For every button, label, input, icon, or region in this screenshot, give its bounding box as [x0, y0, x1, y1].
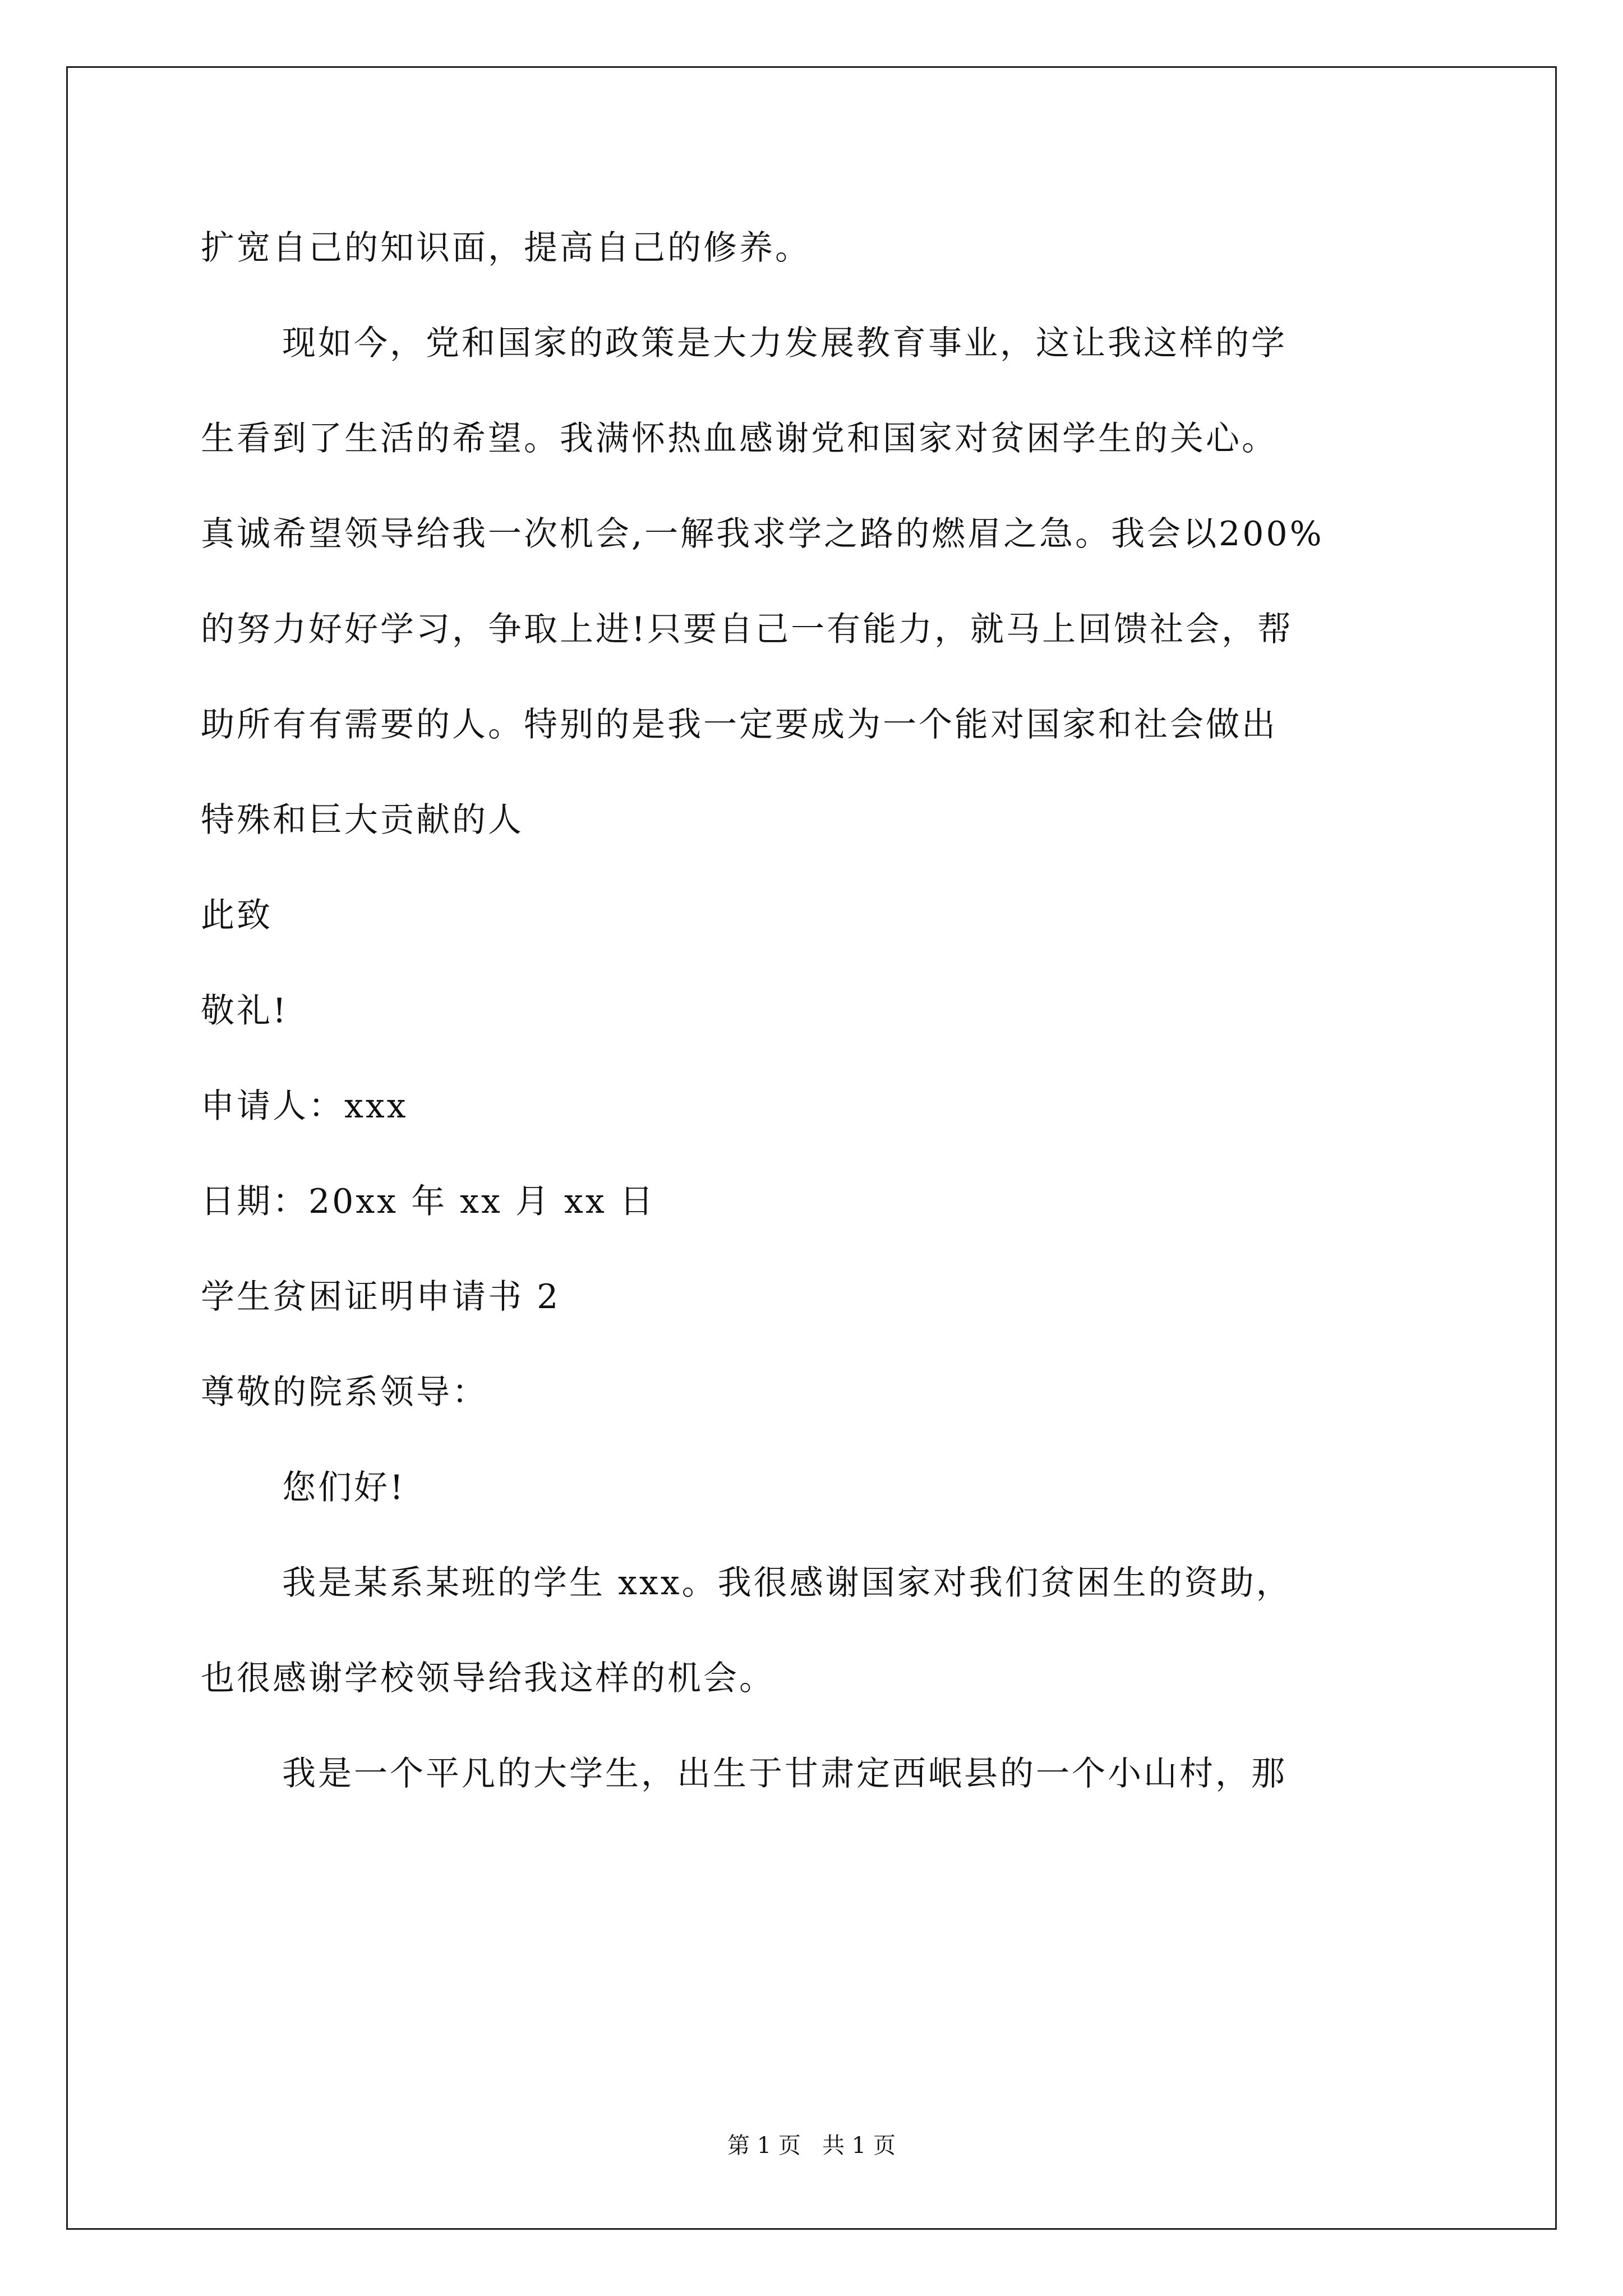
- text-line: 生看到了生活的希望。我满怀热血感谢党和国家对贫困学生的关心。: [201, 419, 1278, 458]
- section-title: 学生贫困证明申请书 2: [201, 1277, 561, 1317]
- text-line: 特殊和巨大贡献的人: [201, 800, 524, 840]
- text-line: 我是某系某班的学生 xxx。我很感谢国家对我们贫困生的资助，: [282, 1563, 1292, 1603]
- text-line: 我是一个平凡的大学生，出生于甘肃定西岷县的一个小山村，那: [282, 1754, 1287, 1793]
- applicant-line: 申请人：xxx: [201, 1087, 408, 1126]
- text-line: 现如今，党和国家的政策是大力发展教育事业，这让我这样的学: [282, 324, 1287, 363]
- greeting: 您们好!: [282, 1468, 406, 1507]
- text-line: 扩宽自己的知识面，提高自己的修养。: [201, 228, 811, 268]
- text-line: 助所有有需要的人。特别的是我一定要成为一个能对国家和社会做出: [201, 705, 1278, 744]
- text-line: 真诚希望领导给我一次机会,一解我求学之路的燃眉之急。我会以200%: [201, 514, 1324, 554]
- date-line: 日期：20xx 年 xx 月 xx 日: [201, 1182, 656, 1221]
- greeting-recipient: 尊敬的院系领导：: [201, 1373, 488, 1412]
- closing-salutation: 此致: [201, 896, 273, 935]
- page-footer: 第 1 页 共 1 页: [727, 2133, 896, 2159]
- text-line: 也很感谢学校领导给我这样的机会。: [201, 1659, 775, 1698]
- text-line: 的努力好好学习，争取上进!只要自己一有能力，就马上回馈社会，帮: [201, 610, 1294, 649]
- page-border: [66, 66, 1557, 2230]
- closing-regards: 敬礼!: [201, 991, 289, 1030]
